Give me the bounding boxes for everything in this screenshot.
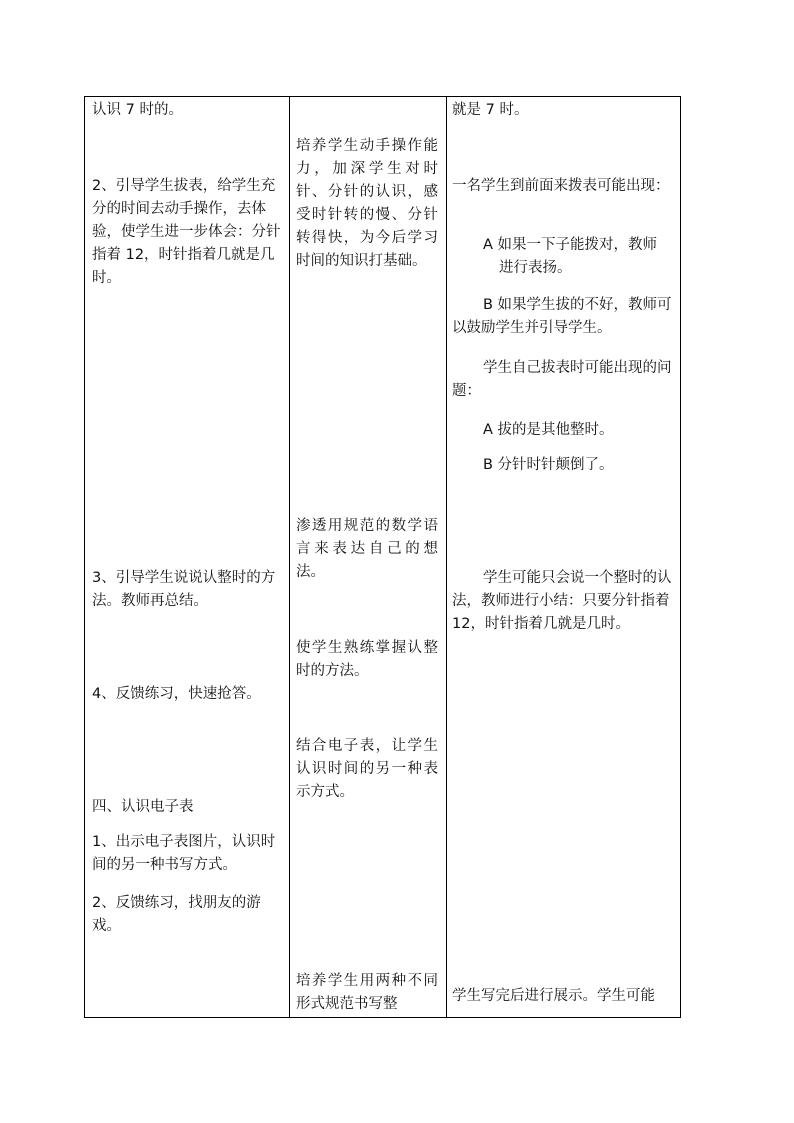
col1-section-title: 四、认识电子表 [92,799,194,815]
col3-problem-a: A 拔的是其他整时。 [483,422,614,438]
col2-text-3: 使学生熟练掌握认整时的方法。 [296,640,438,679]
col3-item-b: B 如果学生拔的不好，教师可以鼓励学生并引导学生。 [452,297,672,336]
col2-text-4: 结合电子表，让学生认识时间的另一种表示方式。 [296,738,438,800]
col3-text-9: 学生写完后进行展示。学生可能 [452,988,655,1004]
col3-item-a-line2: 进行表扬。 [499,260,572,276]
col1-text-6: 1、出示电子表图片，认识时间的另一种书写方式。 [92,834,276,873]
col3-text-1: 就是 7 时。 [452,102,529,118]
col1-text-7: 2、反馈练习，找朋友的游戏。 [92,895,261,934]
col3-item-a-line1: A 如果一下子能拨对，教师 [483,237,658,253]
col3-text-8: 学生可能只会说一个整时的认法，教师进行小结：只要分针指着 12，时针指着几就是几时。 [452,570,672,632]
col1-text-1: 认识 7 时的。 [92,102,183,118]
col2-text-5: 培养学生用两种不同形式规范书写整 [296,973,438,1012]
column-divider-1 [289,97,290,1017]
col1-text-3: 3、引导学生说说认整时的方法。教师再总结。 [92,570,276,609]
col3-item-a [452,234,678,280]
col2-text-1: 培养学生动手操作能力，加深学生对时针、分针的认识，感受时针转的慢、分针转得快，为今后学习时间的知识打基础。 [296,138,438,269]
col3-problem-b: B 分针时针颠倒了。 [483,457,614,473]
col1-text-2: 2、引导学生拔表，给学生充分的时间去动手操作，去体验，使学生进一步体会：分针指着 12，时针指着几就是几时。 [92,178,281,286]
col3-text-2: 一名学生到前面来拨表可能出现： [452,178,670,194]
column-divider-2 [446,97,447,1017]
col3-text-5: 学生自己拔表时可能出现的问题： [452,360,672,399]
lesson-plan-table [84,96,681,1018]
col1-text-4: 4、反馈练习，快速抢答。 [92,686,261,702]
col2-text-2: 渗透用规范的数学语言来表达自己的想法。 [296,518,438,580]
